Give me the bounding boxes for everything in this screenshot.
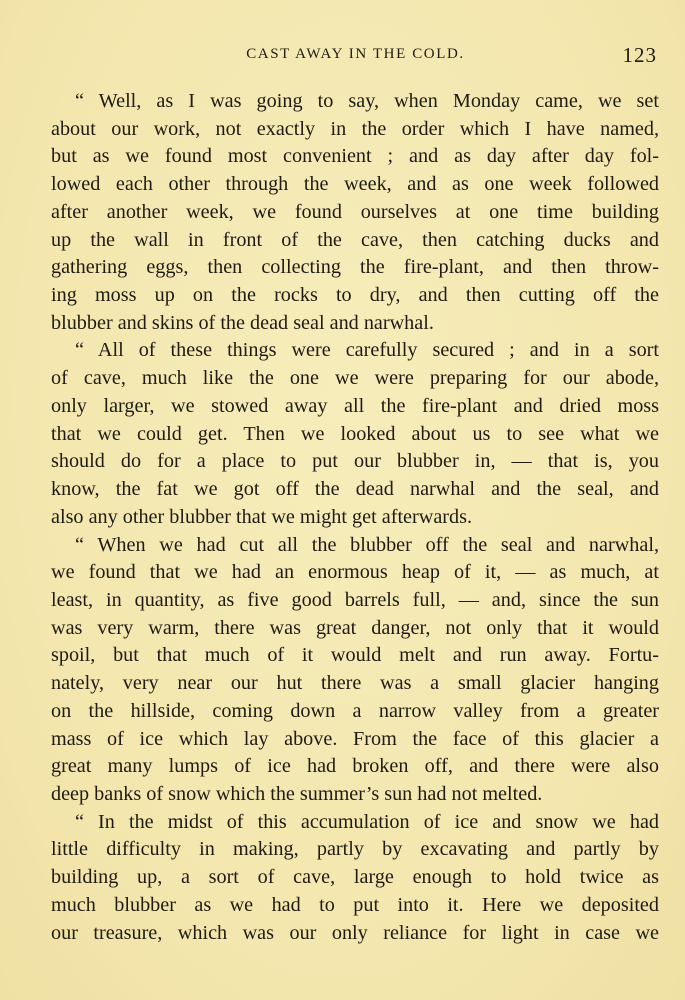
- text-line: was very warm, there was great danger, not only that it would: [51, 616, 659, 639]
- text-line: know, the fat we got off the dead narwhal and the seal, and: [51, 478, 659, 501]
- page-number: 123: [622, 43, 657, 67]
- text-line: on the hillside, coming down a narrow valley from a greater: [51, 699, 659, 722]
- text-line: mass of ice which lay above. From the face of this glacier a: [51, 727, 659, 750]
- text-line: we found that we had an enormous heap of it, — as much, at: [51, 561, 659, 584]
- text-line: up the wall in front of the cave, then catching ducks and: [51, 228, 659, 251]
- text-line: deep banks of snow which the summer’s sun had not melted.: [51, 782, 543, 805]
- text-line: “ All of these things were carefully secured ; and in a sort: [75, 339, 659, 362]
- text-line: blubber and skins of the dead seal and narwhal.: [51, 311, 434, 334]
- text-line: “ Well, as I was going to say, when Monday came, we set: [75, 90, 659, 112]
- text-line: our treasure, which was our only reliance for light in case we: [51, 921, 659, 944]
- body-text: [51, 88, 659, 947]
- text-line: should do for a place to put our blubber in, — that is, you: [51, 450, 659, 473]
- text-line: only larger, we stowed away all the fire-plant and dried moss: [51, 394, 659, 417]
- text-line: much blubber as we had to put into it. Here we deposited: [51, 893, 659, 916]
- running-head: [52, 44, 659, 68]
- text-line: ing moss up on the rocks to dry, and then cutting off the: [51, 284, 659, 307]
- text-line: spoil, but that much of it would melt and run away. Fortu-: [51, 644, 659, 667]
- running-title: CAST AWAY IN THE COLD.: [246, 46, 465, 62]
- text-line: least, in quantity, as five good barrels full, — and, since the sun: [51, 588, 659, 611]
- text-line: but as we found most convenient ; and as day after day fol-: [51, 145, 659, 168]
- text-line: gathering eggs, then collecting the fire-plant, and then throw-: [51, 256, 659, 279]
- text-line: about our work, not exactly in the order which I have named,: [51, 117, 659, 140]
- text-line: great many lumps of ice had broken off, and there were also: [51, 755, 659, 778]
- text-line: of cave, much like the one we were preparing for our abode,: [51, 367, 659, 390]
- text-line: lowed each other through the week, and as one week followed: [51, 173, 659, 196]
- text-line: “ When we had cut all the blubber off the seal and narwhal,: [75, 533, 659, 556]
- text-line: “ In the midst of this accumulation of ice and snow we had: [75, 810, 659, 833]
- text-line: nately, very near our hut there was a small glacier hanging: [51, 672, 659, 695]
- text-line: little difficulty in making, partly by excavating and partly by: [51, 838, 659, 861]
- text-line: building up, a sort of cave, large enough to hold twice as: [51, 866, 659, 889]
- text-line: also any other blubber that we might get afterwards.: [51, 505, 473, 528]
- text-line: that we could get. Then we looked about us to see what we: [51, 422, 659, 445]
- text-line: after another week, we found ourselves at one time building: [51, 200, 659, 223]
